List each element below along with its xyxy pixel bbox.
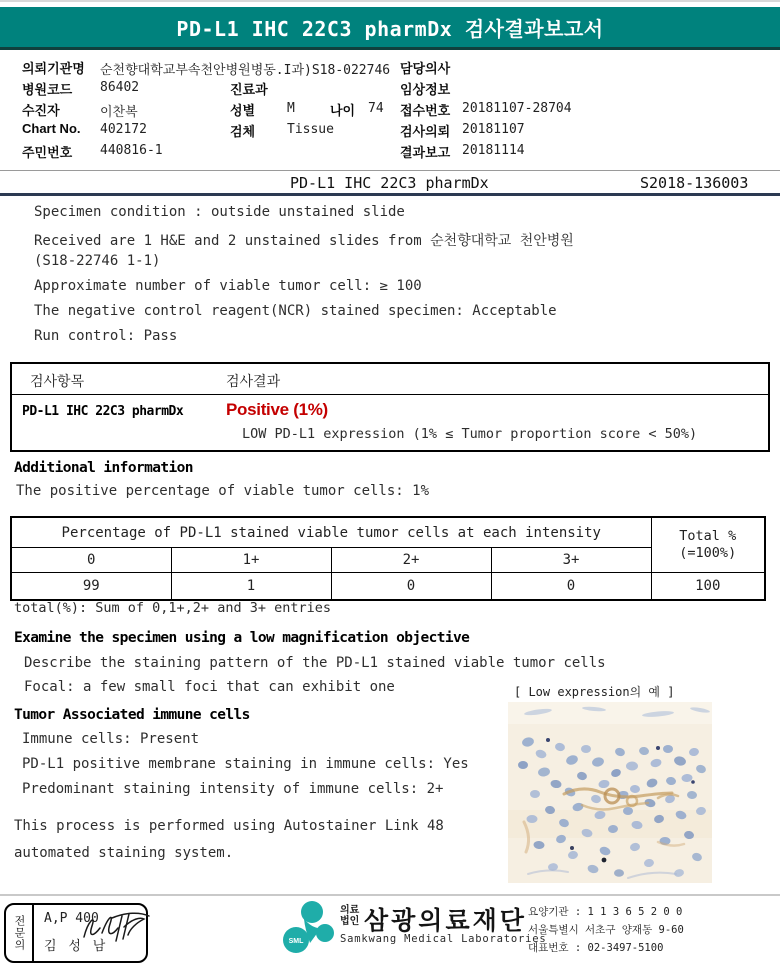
stamp-code: A,P 400 <box>44 911 99 926</box>
examine-line: Focal: a few small foci that can exhibit one <box>24 679 395 695</box>
field-label: 성별 <box>230 103 256 118</box>
field-label: 병원코드 <box>22 82 73 97</box>
result-table-item: PD-L1 IHC 22C3 pharmDx <box>22 404 184 419</box>
field-label: 진료과 <box>230 82 268 97</box>
note-line: (S18-22746 1-1) <box>34 253 161 269</box>
intensity-table <box>10 516 766 601</box>
intensity-header-cell <box>11 517 651 548</box>
total-label-2: (=100%) <box>679 545 737 561</box>
report-title-banner <box>0 7 780 50</box>
field-value: 20181114 <box>462 143 525 158</box>
note-line: Specimen condition : outside unstained slide <box>34 204 405 220</box>
report-title: PD-L1 IHC 22C3 pharmDx 검사결과보고서 <box>176 16 604 41</box>
histology-image <box>508 702 712 883</box>
contact-line: 대표번호 : 02-3497-5100 <box>528 942 664 954</box>
contact-line: 서울특별시 서초구 양재동 9-60 <box>528 924 684 936</box>
field-value: 74 <box>368 101 384 116</box>
field-label: 수진자 <box>22 103 60 118</box>
result-positive: Positive (1%) <box>226 400 328 419</box>
field-label: 결과보고 <box>400 145 451 160</box>
intensity-cat: 1+ <box>171 548 331 573</box>
signature <box>78 905 150 951</box>
intensity-cat: 3+ <box>491 548 651 573</box>
note-line: Run control: Pass <box>34 328 178 344</box>
field-label: 임상정보 <box>400 82 451 97</box>
field-value: 402172 <box>100 122 147 137</box>
process-line: This process is performed using Autostainer Link 48 <box>14 818 444 834</box>
result-note: LOW PD-L1 expression (1% ≤ Tumor proportion score < 50%) <box>242 426 698 442</box>
field-label: 나이 <box>330 103 356 118</box>
footer-contact <box>528 903 684 957</box>
total-value: 100 <box>651 573 765 600</box>
footer-divider <box>0 894 780 896</box>
examine-line: Describe the staining pattern of the PD-L1 stained viable tumor cells <box>24 655 606 671</box>
histology-caption: [ Low expression의 예 ] <box>514 685 675 699</box>
field-value: 86402 <box>100 80 140 95</box>
field-value: 20181107-28704 <box>462 101 572 116</box>
total-header-cell <box>651 517 765 573</box>
note-line: Approximate number of viable tumor cell: ≥ 100 <box>34 278 422 294</box>
field-label: 의뢰기관명 <box>22 61 85 76</box>
field-value: 20181107 <box>462 122 525 137</box>
additional-line: The positive percentage of viable tumor cells: 1% <box>16 483 430 499</box>
divider <box>12 394 768 395</box>
result-table <box>10 362 770 452</box>
field-value: 이찬복 <box>100 105 138 120</box>
field-label: 검사의뢰 <box>400 124 451 139</box>
field-value: Tissue <box>287 122 334 137</box>
field-label: Chart No. <box>22 121 81 136</box>
logo-badge-bottom: 법인 <box>340 916 360 927</box>
intensity-value: 1 <box>171 573 331 600</box>
note-line: The negative control reagent(NCR) stained specimen: Acceptable <box>34 303 557 319</box>
immune-heading: Tumor Associated immune cells <box>14 707 250 723</box>
svg-text:SML: SML <box>288 938 304 945</box>
stamp-name: 김 성 남 <box>44 939 108 954</box>
sml-logo-icon <box>280 899 342 961</box>
intensity-cat: 2+ <box>331 548 491 573</box>
intensity-value: 99 <box>11 573 171 600</box>
field-label: 접수번호 <box>400 103 451 118</box>
field-label: 검체 <box>230 124 256 139</box>
field-value: 순천향대학교부속천안병원병동.I과)S18-022746 <box>100 63 391 78</box>
immune-line: PD-L1 positive membrane staining in immune cells: Yes <box>22 756 469 772</box>
field-value: 440816-1 <box>100 143 163 158</box>
intensity-value: 0 <box>491 573 651 600</box>
total-label-1: Total % <box>679 528 737 544</box>
immune-line: Predominant staining intensity of immune cells: 2+ <box>22 781 444 797</box>
field-value: M <box>287 101 295 116</box>
organization-name: 삼광의료재단 <box>364 907 527 935</box>
field-label: 주민번호 <box>22 145 73 160</box>
divider <box>0 170 780 171</box>
specimen-number: S2018-136003 <box>640 174 749 192</box>
immune-line: Immune cells: Present <box>22 731 200 747</box>
stamp-role-label: 전문의 <box>6 905 34 961</box>
organization-name-en: Samkwang Medical Laboratories <box>340 933 547 945</box>
intensity-value: 0 <box>331 573 491 600</box>
intensity-cat: 0 <box>11 548 171 573</box>
additional-heading: Additional information <box>14 460 193 476</box>
logo-badge-top: 의료 <box>340 905 360 916</box>
examine-heading: Examine the specimen using a low magnification objective <box>14 630 470 646</box>
process-line: automated staining system. <box>14 845 234 861</box>
result-table-result-header: 검사결과 <box>226 374 281 390</box>
intensity-header: Percentage of PD-L1 stained viable tumor cells at each intensity <box>61 524 601 541</box>
field-label: 담당의사 <box>400 61 451 76</box>
result-table-item-header: 검사항목 <box>30 374 85 390</box>
contact-line: 요양기관 : 1 1 3 6 5 2 0 0 <box>528 906 683 918</box>
logo-badge <box>340 905 359 927</box>
intensity-footnote: total(%): Sum of 0,1+,2+ and 3+ entries <box>14 600 331 616</box>
note-line: Received are 1 H&E and 2 unstained slides from 순천향대학교 천안병원 <box>34 233 574 249</box>
divider-heavy <box>0 193 780 196</box>
section-test-name: PD-L1 IHC 22C3 pharmDx <box>290 174 489 192</box>
